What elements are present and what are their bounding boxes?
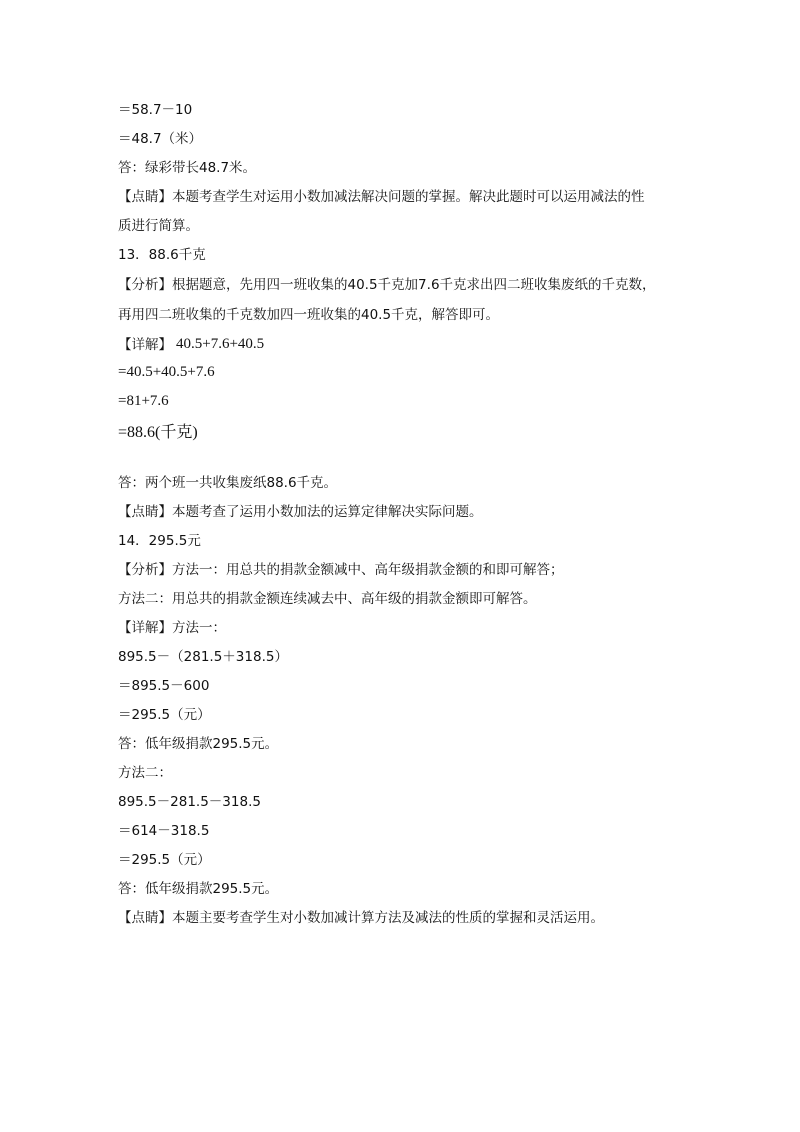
math-line: =88.6(千克): [118, 424, 198, 441]
text-line: 答：绿彩带长48.7米。: [118, 160, 257, 176]
text-line: 答：低年级捐款295.5元。: [118, 881, 279, 897]
text-line: ＝295.5（元）: [118, 852, 211, 868]
math-line: =40.5+40.5+7.6: [118, 364, 215, 380]
math-line: 40.5+7.6+40.5: [176, 336, 265, 352]
text-line: ＝48.7（米）: [118, 131, 203, 147]
text-line: 895.5－（281.5＋318.5）: [118, 649, 288, 665]
text-line: 【点睛】本题考查学生对运用小数加减法解决问题的掌握。解决此题时可以运用减法的性: [118, 189, 645, 205]
text-line: 答：两个班一共收集废纸88.6千克。: [118, 475, 338, 491]
text-line: 【详解】方法一：: [118, 620, 226, 636]
text-line: 答：低年级捐款295.5元。: [118, 736, 279, 752]
text-line: 【点睛】本题主要考查学生对小数加减计算方法及减法的性质的掌握和灵活运用。: [118, 910, 604, 926]
text-line: 质进行简算。: [118, 218, 199, 234]
text-line: ＝295.5（元）: [118, 707, 211, 723]
text-line: 【详解】: [118, 337, 172, 353]
math-line: =81+7.6: [118, 393, 169, 409]
text-line: 【分析】方法一：用总共的捐款金额减中、高年级捐款金额的和即可解答；: [118, 562, 564, 578]
text-line: 【点睛】本题考查了运用小数加法的运算定律解决实际问题。: [118, 504, 483, 520]
question-header: 14．295.5元: [118, 533, 201, 549]
text-line: ＝614－318.5: [118, 823, 210, 839]
text-line: ＝895.5－600: [118, 678, 210, 694]
text-line: 再用四二班收集的千克数加四一班收集的40.5千克，解答即可。: [118, 307, 500, 323]
text-line: 895.5－281.5－318.5: [118, 794, 261, 810]
text-line: 方法二：: [118, 765, 172, 781]
text-line: ＝58.7－10: [118, 102, 193, 118]
text-line: 方法二：用总共的捐款金额连续减去中、高年级的捐款金额即可解答。: [118, 591, 537, 607]
text-line: 【分析】根据题意，先用四一班收集的40.5千克加7.6千克求出四二班收集废纸的千克数，: [118, 277, 656, 293]
question-header: 13．88.6千克: [118, 247, 206, 263]
